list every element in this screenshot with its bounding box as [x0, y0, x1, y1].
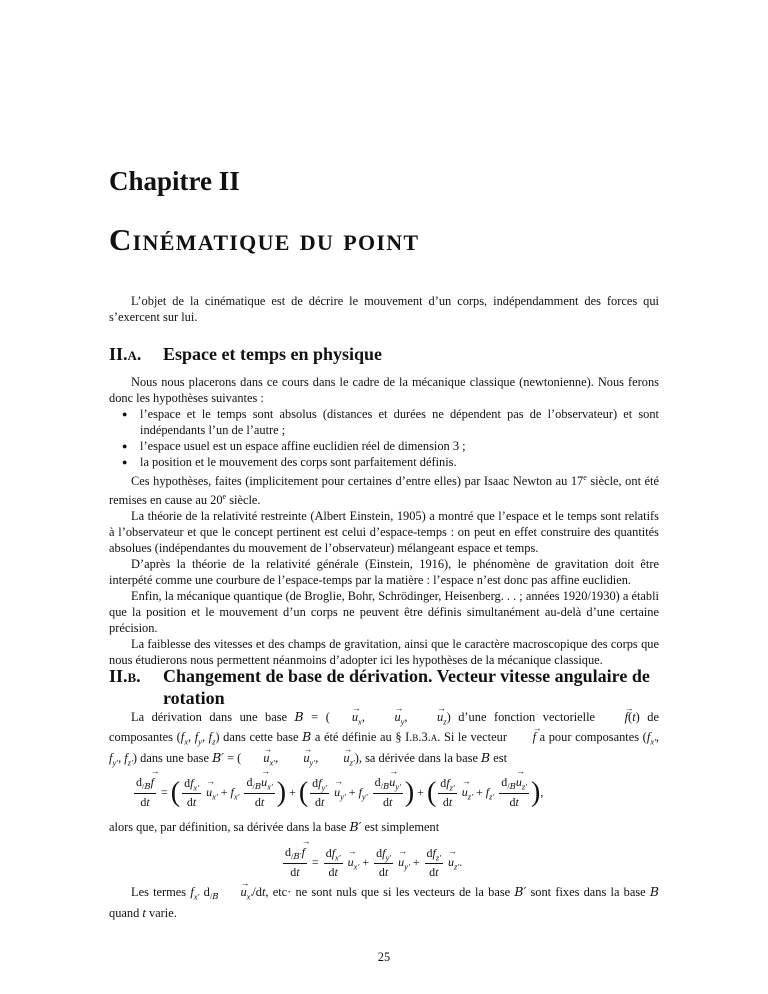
intro-paragraph: L’objet de la cinématique est de décrire le mouvement d’un corps, indépendamment des forces qui s’exercent sur lui. — [109, 294, 659, 324]
section-a-title: Espace et temps en physique — [163, 344, 383, 364]
chapter-label: Chapitre II — [109, 166, 240, 196]
bullet-item: ● la position et le mouvement des corps sont parfaitement définis. — [109, 454, 659, 470]
section-b-p1: La dérivation dans une base B = ( $u \to_x$, $u \to_y$, $u \to_z$) d’une fonction vectorielle f →(t) de composantes ($f_x$, $f_y$, $f_z$) dans cette base B a été définie au § I.b.3.a. Si le vecteur f → a pour composantes ($f_{x'}$, $f_{y'}$, $f_{z'}$) dans une base B′ = ( $u \to_{x'}$, $u \to_{y'}$, $u \to_{z'}$), sa dérivée dans la base B est — [109, 709, 659, 770]
last-paragraph: Les termes $f_{x'}$ $d_{/B}$ $u \to_{x'}/dt$, etc· ne sont nuls que si les vecteurs de la base B′ sont fixes dans la base B quand t varie. — [109, 884, 659, 921]
equation-2: $\frac{d_{/B'}f \to}{dt}$ = $\frac{df_{x'}}{dt}$ $u \to_{x'}$ + $\frac{df_{y'}}{dt}$ $u \to_{y'}$ + $\frac{df_{z'}}{dt}$ $u \to_{z'}$. — [109, 845, 659, 891]
section-a-body — [109, 374, 659, 668]
equation-1: $\frac{d_{/B}f \to}{dt}$ = ( $\frac{df_{x'}}{dt}$ $u \to_{x'} + f_{x'}$ $\frac{d_{/B}u \to_{x'}}{dt}$ ) + ( $\frac{df_{y'}}{dt}$ $u \to_{y'} + f_{y'}$ $\frac{d_{/B}u \to_{y'}}{dt}$ ) + ( $\frac{df_{z'}}{dt}$ $u \to_{z'} + f_{z'}$ $\frac{d_{/B}u \to_{z'}}{dt}$ ) , — [109, 775, 659, 821]
section-a-p4: D’après la théorie de la relativité générale (Einstein, 1916), le phénomène de gravitation doit être interpété comme une courbure de l’espace-temps par la matière : l’espace n’est donc pas affine euclidien. — [109, 557, 659, 588]
section-a-p3: La théorie de la relativité restreinte (Albert Einstein, 1905) a montré que l’espace et le temps sont relatifs à l’observateur et que le concept pertinent est celui d’espace-temps : on peut en effet construire des quantités absolues (indépendantes du mouvement de l’observateur) mélangeant espace et temps. — [109, 509, 659, 556]
section-a-heading — [109, 343, 659, 365]
section-a-p1: Nous nous placerons dans ce cours dans le cadre de la mécanique classique (newtonienne). Nous ferons donc les hypothèses suivantes : — [109, 375, 659, 405]
after-equation-1: alors que, par définition, sa dérivée dans la base B′ est simplement — [109, 819, 440, 834]
bullet-item: ● l’espace usuel est un espace affine euclidien réel de dimension 3 ; — [109, 438, 659, 454]
bullet-item: ● l’espace et le temps sont absolus (distances et durées ne dépendent pas de l’observateur) et sont indépendants l’un de l’autre ; — [109, 406, 659, 438]
page-number: 25 — [377, 950, 391, 964]
section-a-p2: Ces hypothèses, faites (implicitement pour certaines d’entre elles) par Isaac Newton au 17e siècle, ont été remises en cause au 20e siècle. — [109, 473, 659, 508]
section-a-p6: La faiblesse des vitesses et des champs de gravitation, ainsi que le caractère macroscopique des corps que nous étudierons nous permettent néanmoins d’adopter ici les hypothèses de la mécanique classique. — [109, 637, 659, 668]
chapter-title: Cinématique du point — [109, 222, 420, 257]
section-a-p5: Enfin, la mécanique quantique (de Broglie, Bohr, Schrödinger, Heisenberg. . . ; années 1920/1930) a établi que la position et le mouvement d’un corps ne peuvent être définis simultanément au-delà d’une certaine précision. — [109, 589, 659, 636]
section-b-body — [109, 709, 659, 770]
section-b-number: II.b. — [109, 666, 141, 686]
section-a-number: II.a. — [109, 344, 142, 364]
section-b-title: Changement de base de dérivation. Vecteur vitesse angulaire de rotation — [163, 666, 650, 708]
